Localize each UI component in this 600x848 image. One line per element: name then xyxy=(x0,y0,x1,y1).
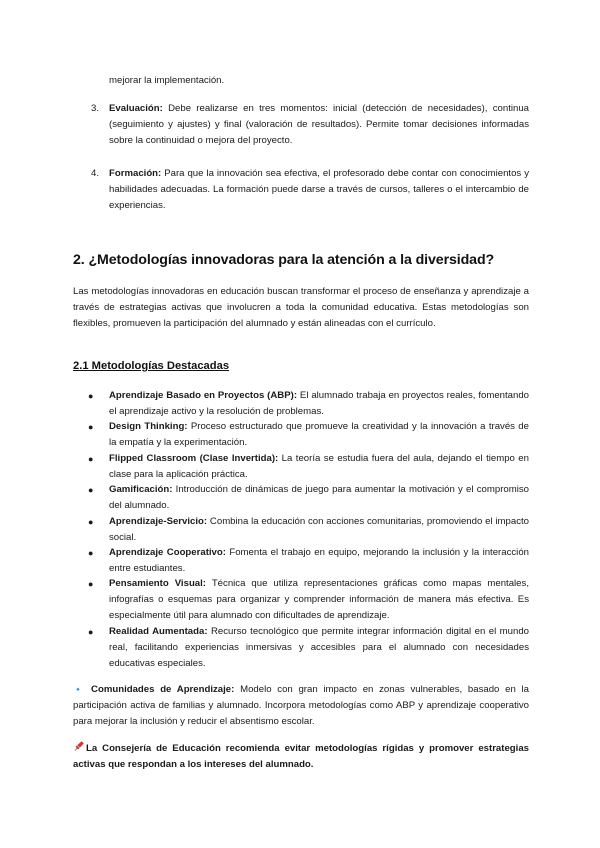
continuation-text: mejorar la implementación. xyxy=(109,75,225,86)
bullet-title: Pensamiento Visual: xyxy=(109,578,206,589)
bullet-icon: ● xyxy=(88,627,94,637)
bullet-icon: ● xyxy=(88,485,94,495)
bullet-title: Aprendizaje Cooperativo: xyxy=(109,547,226,558)
bullet-body xyxy=(109,576,529,624)
item-number: 3. xyxy=(91,103,100,114)
bullet-text: El alumnado trabaja en proyectos reales, fomentando el aprendizaje activo y la resolución de problemas. xyxy=(109,390,530,417)
item-text: Debe realizarse en tres momentos: inicial (detección de necesidades), continua (seguimiento y ajustes) y final (valoración de resultados). Permite tomar decisiones informadas sobre la continuidad o mejora del proyecto. xyxy=(109,103,529,146)
bullet-body xyxy=(109,451,529,483)
note-text: La Consejería de Educación recomienda evitar metodologías rígidas y promover estrategias activas que respondan a los intereses del alumnado. xyxy=(73,743,529,770)
item-text: Para que la innovación sea efectiva, el profesorado debe contar con conocimientos y habilidades adecuadas. La formación puede darse a través de cursos, talleres o el intercambio de experiencias. xyxy=(109,168,529,211)
blue-diamond-icon: 🔹 xyxy=(73,685,87,694)
bullet-title: Realidad Aumentada: xyxy=(109,626,208,637)
bullet-icon: ● xyxy=(88,548,94,558)
bullet-title: Aprendizaje Basado en Proyectos (ABP): xyxy=(109,390,298,401)
bullet-title: Flipped Classroom (Clase Invertida): xyxy=(109,453,279,464)
bullet-text: Fomenta el trabajo en equipo, mejorando la inclusión y la interacción entre estudiantes. xyxy=(109,547,529,574)
bullet-body xyxy=(109,624,529,672)
bullet-body xyxy=(109,388,529,420)
section-intro: Las metodologías innovadoras en educación buscan transformar el proceso de enseñanza y aprendizaje a través de estrategias activas que involucren a toda la comunidad educativa. Estas metodologías son flexibles, promueven la participación del alumnado y están alineadas con el currículo. xyxy=(73,286,529,329)
bullet-text: Introducción de dinámicas de juego para aumentar la motivación y el compromiso del alumnado. xyxy=(109,484,529,511)
bullet-title: Design Thinking: xyxy=(109,421,188,432)
bullet-icon: ● xyxy=(88,422,94,432)
bullet-icon: ● xyxy=(88,391,94,401)
note-paragraph xyxy=(73,740,529,773)
bullet-title: Aprendizaje-Servicio: xyxy=(109,516,208,527)
section-heading: 2. ¿Metodologías innovadoras para la atención a la diversidad? xyxy=(73,252,495,268)
bullet-text: Técnica que utiliza representaciones gráficas como mapas mentales, infografías o esquemas para organizar y comprender información de manera más efectiva. Es especialmente útil para alumnado con dificultades de aprendizaje. xyxy=(109,578,529,621)
bullet-icon: ● xyxy=(88,454,94,464)
community-text: Modelo con gran impacto en zonas vulnerables, basado en la participación activa de familias y alumnado. Incorpora metodologías como ABP y aprendizaje cooperativo para mejorar la inclusión y reducir el absentismo escolar. xyxy=(73,684,529,727)
bullet-text: La teoría se estudia fuera del aula, dejando el tiempo en clase para la aplicación práctica. xyxy=(109,453,529,480)
item-body xyxy=(109,166,529,214)
pushpin-icon xyxy=(73,740,85,752)
bullet-body xyxy=(109,514,529,546)
community-paragraph xyxy=(73,682,529,730)
item-number: 4. xyxy=(91,168,100,179)
bullet-body xyxy=(109,482,529,514)
bullet-icon: ● xyxy=(88,517,94,527)
bullet-body xyxy=(109,419,529,451)
item-body xyxy=(109,101,529,149)
bullet-icon: ● xyxy=(88,579,94,589)
bullet-title: Gamificación: xyxy=(109,484,173,495)
bullet-body xyxy=(109,545,529,577)
bullet-text: Proceso estructurado que promueve la creatividad y la innovación a través de la empatía y la experimentación. xyxy=(109,421,529,448)
community-title: Comunidades de Aprendizaje: xyxy=(91,684,235,695)
subsection-heading: 2.1 Metodologías Destacadas xyxy=(73,360,230,372)
bullet-text: Combina la educación con acciones comunitarias, promoviendo el impacto social. xyxy=(109,516,529,543)
bullet-text: Recurso tecnológico que permite integrar información digital en el mundo real, facilitando experiencias inmersivas y accesibles para el alumnado con necesidades educativas especiales. xyxy=(109,626,529,669)
item-title: Formación: xyxy=(109,168,162,179)
item-title: Evaluación: xyxy=(109,103,163,114)
